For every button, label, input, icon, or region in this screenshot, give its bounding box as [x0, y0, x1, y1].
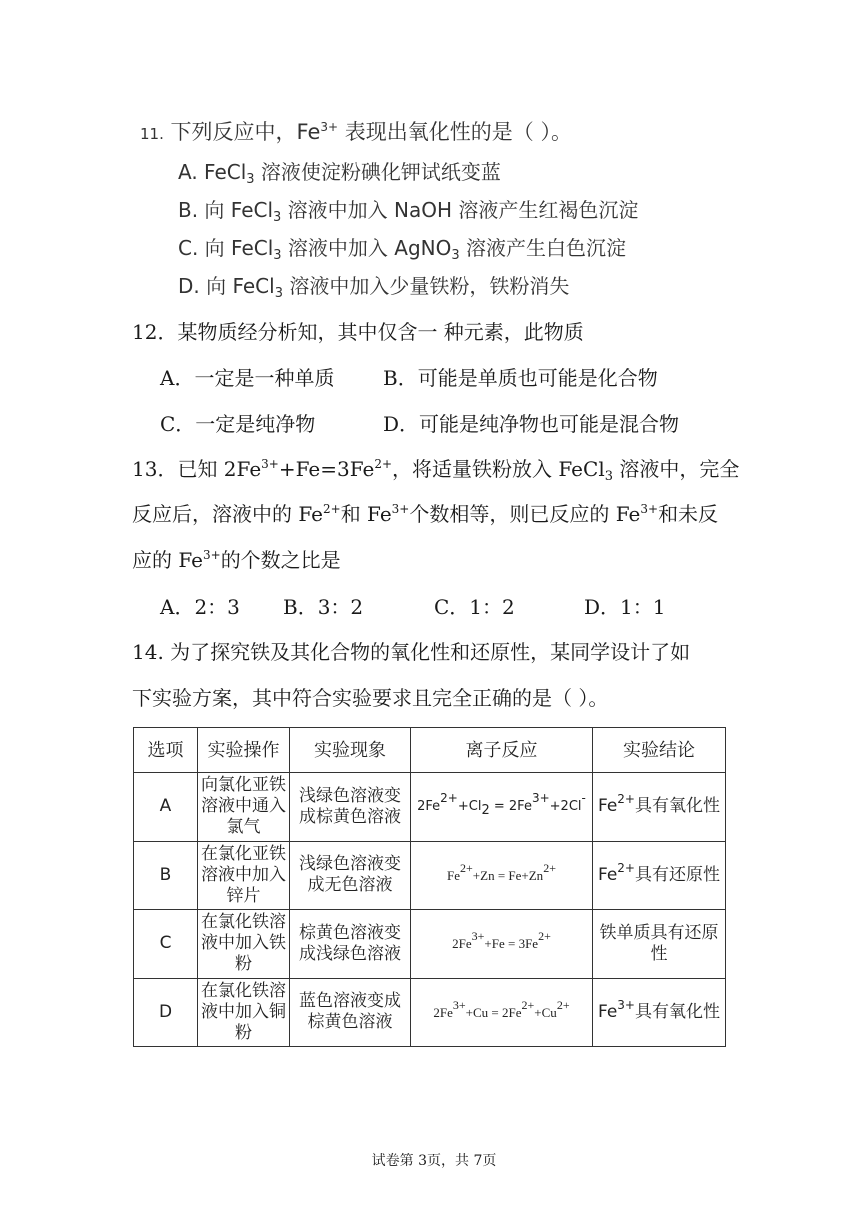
- row-phenomenon: 棕黄色溶液变成浅绿色溶液: [290, 910, 411, 979]
- row-option: C: [134, 910, 198, 979]
- row-phenomenon: 蓝色溶液变成棕黄色溶液: [290, 978, 411, 1047]
- row-phenomenon: 浅绿色溶液变成无色溶液: [290, 841, 411, 910]
- row-reaction: $2Fe^{3+}+Cu = 2Fe^{2+}+Cu^{2+}$: [411, 978, 593, 1047]
- table-row: [134, 841, 726, 910]
- q13-option-b: B．3：2: [283, 595, 364, 619]
- row-reaction: $Fe^{2+}+Zn = Fe+Zn^{2+}$: [411, 841, 593, 910]
- header-option: 选项: [134, 728, 198, 773]
- q13-stem-line2: 反应后，溶液中的 $Fe^{2+}$和 $Fe^{3+}$个数相等，则已反应的 $Fe^{3+}$和未反: [132, 502, 719, 526]
- q12-option-d: D．可能是纯净物也可能是混合物: [383, 412, 680, 436]
- q13-option-d: D．1：1: [584, 595, 666, 619]
- header-conclusion: 实验结论: [593, 728, 726, 773]
- q11-option-c: C. 向 FeCl$_3$ 溶液中加入 AgNO$_3$ 溶液产生白色沉淀: [178, 236, 626, 263]
- q13-option-c: C．1：2: [434, 595, 515, 619]
- q12-option-c: C．一定是纯净物: [160, 412, 316, 436]
- q13-option-a: A．2：3: [160, 595, 240, 619]
- q12-option-a: A．一定是一种单质: [160, 366, 335, 390]
- row-conclusion: $Fe^{2+}$具有氧化性: [593, 773, 726, 842]
- row-reaction: $2Fe^{3+}+Fe = 3Fe^{2+}$: [411, 910, 593, 979]
- table-row: [134, 978, 726, 1047]
- row-conclusion: 铁单质具有还原性: [593, 910, 726, 979]
- q11-option-a: A. FeCl$_3$ 溶液使淀粉碘化钾试纸变蓝: [178, 160, 501, 187]
- header-phenomenon: 实验现象: [290, 728, 411, 773]
- q11-number: 11.: [140, 125, 164, 143]
- q14-stem-line1: 14. 为了探究铁及其化合物的氧化性和还原性，某同学设计了如: [132, 640, 691, 664]
- table-row: [134, 773, 726, 842]
- row-operation: 向氯化亚铁溶液中通入氯气: [198, 773, 290, 842]
- row-option: A: [134, 773, 198, 842]
- row-operation: 在氯化铁溶液中加入铜粉: [198, 978, 290, 1047]
- table-header-row: [134, 728, 726, 773]
- header-reaction: 离子反应: [411, 728, 593, 773]
- q13-stem-line3: 应的 $Fe^{3+}$的个数之比是: [132, 548, 341, 572]
- row-conclusion: $Fe^{2+}$具有还原性: [593, 841, 726, 910]
- row-operation: 在氯化亚铁溶液中加入锌片: [198, 841, 290, 910]
- header-operation: 实验操作: [198, 728, 290, 773]
- q13-stem-line1: 13．已知 $2Fe^{3+}+Fe=3Fe^{2+}$，将适量铁粉放入 FeCl$_3$ 溶液中，完全: [132, 457, 740, 484]
- q14-stem-line2: 下实验方案，其中符合实验要求且完全正确的是（ ）。: [132, 686, 609, 710]
- row-option: D: [134, 978, 198, 1047]
- q12-option-b: B．可能是单质也可能是化合物: [383, 366, 658, 390]
- experiment-table: [133, 727, 726, 1047]
- q11-option-b: B. 向 FeCl$_3$ 溶液中加入 NaOH 溶液产生红褐色沉淀: [178, 198, 639, 225]
- row-phenomenon: 浅绿色溶液变成棕黄色溶液: [290, 773, 411, 842]
- table-row: [134, 910, 726, 979]
- q12-stem: 12．某物质经分析知，其中仅含一 种元素，此物质: [132, 320, 584, 344]
- row-conclusion: $Fe^{3+}$具有氧化性: [593, 978, 726, 1047]
- q11-option-d: D. 向 FeCl$_3$ 溶液中加入少量铁粉，铁粉消失: [178, 274, 570, 301]
- row-option: B: [134, 841, 198, 910]
- q11-stem: 11. 下列反应中，$Fe^{3+}$ 表现出氧化性的是（ ）。: [140, 120, 572, 144]
- page-footer: 试卷第 3页，共 7页: [371, 1153, 497, 1169]
- row-operation: 在氯化铁溶液中加入铁粉: [198, 910, 290, 979]
- row-reaction: $2Fe^{2+}+Cl_2 = 2Fe^{3+}+2Cl^-$: [411, 773, 593, 842]
